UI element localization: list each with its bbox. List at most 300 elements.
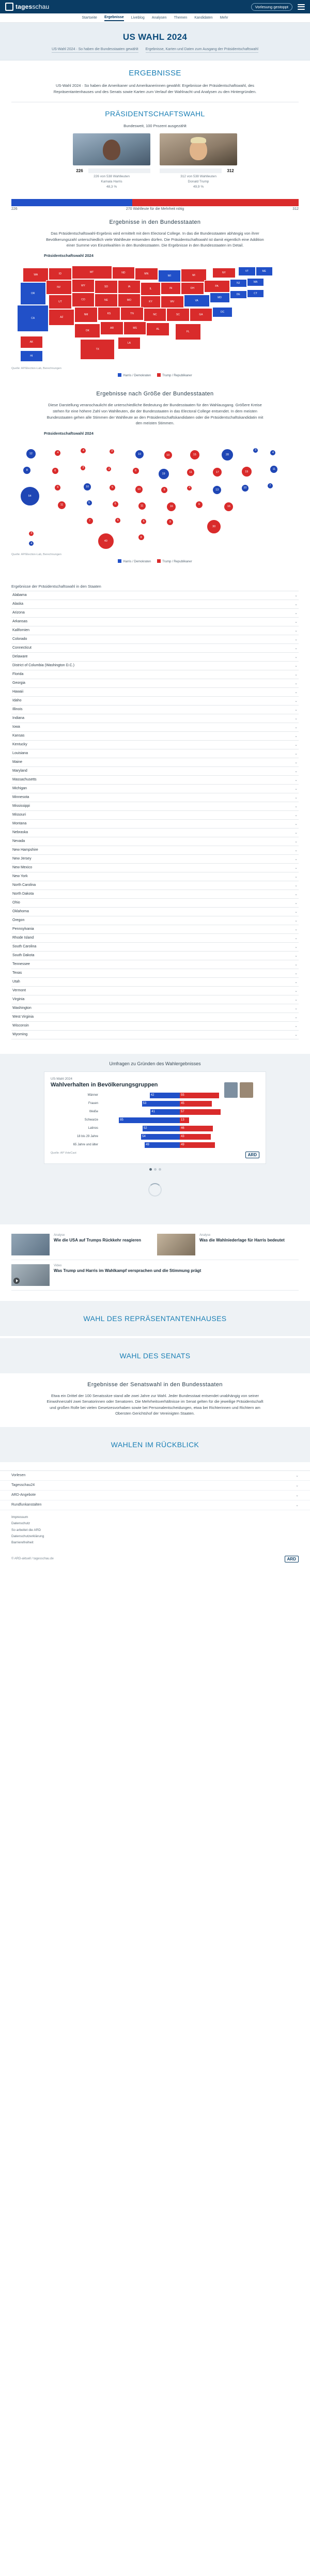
bubble-wy[interactable]: 3 (80, 465, 86, 471)
bubble-wi[interactable]: 10 (164, 451, 173, 459)
chevron-down-icon[interactable]: ⌄ (295, 690, 298, 694)
state-accordion-row[interactable] (11, 855, 299, 864)
survey-bar-row (51, 1125, 259, 1132)
footer-row[interactable] (0, 1491, 310, 1500)
bubble-fl[interactable]: 30 (207, 519, 221, 534)
bubble-va[interactable]: 13 (212, 485, 222, 495)
state-accordion-row[interactable] (11, 820, 299, 829)
chevron-down-icon[interactable]: ⌄ (295, 708, 298, 712)
state-accordion-row[interactable] (11, 749, 299, 758)
map-state-md[interactable]: MD (210, 293, 230, 303)
chevron-down-icon[interactable]: ⌄ (295, 989, 298, 993)
state-accordion-row[interactable] (11, 670, 299, 679)
chevron-down-icon[interactable]: ⌄ (295, 672, 298, 677)
state-accordion-row[interactable] (11, 1022, 299, 1031)
state-accordion-row[interactable] (11, 802, 299, 811)
chevron-down-icon[interactable]: ⌄ (296, 1484, 299, 1488)
map-state-ca[interactable]: CA (17, 305, 49, 332)
chevron-down-icon[interactable]: ⌄ (295, 734, 298, 738)
state-accordion-row[interactable] (11, 662, 299, 670)
teaser-headline-1[interactable]: Wie die USA auf Trumps Rückkehr reagieren (54, 1237, 142, 1243)
map-state-ut[interactable]: UT (49, 295, 71, 309)
map-state-hi[interactable]: HI (20, 350, 43, 362)
footer-link-datenschutz[interactable]: Datenschutz (11, 1522, 30, 1526)
state-accordion-row[interactable] (11, 952, 299, 960)
chevron-down-icon[interactable]: ⌄ (295, 699, 298, 703)
map-state-ky[interactable]: KY (141, 296, 161, 308)
chevron-down-icon[interactable]: ⌄ (295, 998, 298, 1002)
map-state-az[interactable]: AZ (49, 309, 74, 326)
bubble-ky[interactable]: 8 (161, 486, 168, 494)
bubble-mn[interactable]: 10 (135, 450, 144, 459)
map-state-tx[interactable]: TX (80, 339, 115, 360)
state-accordion-row[interactable] (11, 864, 299, 872)
nav-item-mehr[interactable]: Mehr (220, 16, 228, 20)
state-accordion-row[interactable] (11, 916, 299, 925)
chevron-down-icon[interactable]: ⌄ (295, 655, 298, 659)
state-map-section (0, 211, 310, 383)
survey-card-title: Wahlverhalten in Bevölkerungsgruppen (51, 1081, 158, 1088)
bubble-map-subtitle: Präsidentschaftswahl 2024 (44, 431, 94, 436)
bubble-map[interactable] (11, 440, 299, 551)
state-accordion-label: North Carolina (12, 883, 36, 887)
chevron-down-icon[interactable]: ⌄ (295, 936, 298, 940)
bubble-nc[interactable]: 16 (166, 502, 176, 512)
state-accordion-row[interactable] (11, 653, 299, 662)
map-state-mi[interactable]: MI (181, 269, 207, 282)
play-icon[interactable] (13, 1278, 20, 1284)
senate-section (0, 1373, 310, 1425)
chevron-down-icon[interactable]: ⌄ (295, 646, 298, 650)
nav-item-ergebnisse[interactable]: Ergebnisse (104, 14, 124, 21)
bubble-mo[interactable]: 10 (135, 485, 143, 494)
bubble-mi[interactable]: 15 (190, 450, 200, 460)
state-accordion-row[interactable] (11, 987, 299, 995)
footer-link-so-arbeitet-die-ard[interactable]: So arbeitet die ARD (11, 1528, 41, 1532)
nav-item-themen[interactable]: Themen (174, 16, 188, 20)
chevron-down-icon[interactable]: ⌄ (295, 637, 298, 641)
state-accordion-row[interactable] (11, 1013, 299, 1022)
bubble-pa[interactable]: 19 (241, 466, 252, 477)
state-accordion-row[interactable] (11, 1004, 299, 1013)
map-state-ks[interactable]: KS (98, 307, 120, 320)
nav-item-analysen[interactable]: Analysen (151, 16, 167, 20)
nav-item-startseite[interactable]: Startseite (82, 16, 97, 20)
bubble-al[interactable]: 9 (166, 518, 174, 526)
state-accordion-row[interactable] (11, 881, 299, 890)
chevron-down-icon[interactable]: ⌄ (295, 892, 298, 896)
bubble-ct[interactable]: 7 (267, 483, 273, 489)
chevron-down-icon[interactable]: ⌄ (295, 883, 298, 887)
footer-link-datenschutzerklaerung[interactable]: Datenschutzerklärung (11, 1535, 44, 1539)
chevron-down-icon[interactable]: ⌄ (295, 681, 298, 685)
chevron-down-icon[interactable]: ⌄ (295, 901, 298, 905)
bubble-ma[interactable]: 11 (270, 465, 278, 473)
state-accordion-row[interactable] (11, 908, 299, 916)
state-accordion-label: Wisconsin (12, 1024, 29, 1028)
chevron-down-icon[interactable]: ⌄ (295, 716, 298, 720)
harris-photo (73, 133, 150, 165)
bubble-ia[interactable]: 6 (132, 467, 140, 474)
chevron-down-icon[interactable]: ⌄ (295, 628, 298, 633)
chevron-down-icon[interactable]: ⌄ (295, 971, 298, 975)
map-state-sc[interactable]: SC (166, 308, 189, 321)
survey-bar-row (51, 1117, 259, 1124)
chevron-down-icon[interactable]: ⌄ (295, 804, 298, 808)
state-accordion-label: Washington (12, 1006, 32, 1010)
state-accordion-row[interactable] (11, 626, 299, 635)
map-state-tn[interactable]: TN (120, 307, 143, 320)
chevron-down-icon[interactable]: ⌄ (295, 866, 298, 870)
map-state-mo[interactable]: MO (118, 294, 141, 307)
legend-trump: Trump / Republikaner (157, 373, 192, 377)
state-map-legend (11, 373, 299, 377)
bubble-nd[interactable]: 3 (109, 449, 115, 454)
bubble-ar[interactable]: 6 (115, 517, 121, 524)
state-accordion-row[interactable] (11, 714, 299, 723)
teaser-thumb-c (11, 1264, 50, 1286)
chevron-down-icon[interactable]: ⌄ (295, 927, 298, 931)
state-accordion-row[interactable] (11, 829, 299, 837)
survey-bar-label: Frauen (88, 1102, 98, 1105)
map-state-wi[interactable]: WI (158, 270, 181, 282)
survey-card-footer (51, 1152, 259, 1158)
map-state-fl[interactable]: FL (175, 324, 201, 340)
map-state-nv[interactable]: NV (46, 280, 72, 295)
bubble-ny[interactable]: 28 (221, 449, 234, 461)
state-accordion-label: Hawaii (12, 690, 24, 694)
survey-bar-trump: 45 (180, 1101, 212, 1107)
bubble-or[interactable]: 8 (23, 466, 31, 474)
state-accordion-label: Delaware (12, 655, 28, 658)
state-accordion-row[interactable] (11, 758, 299, 767)
map-state-ms[interactable]: MS (123, 321, 146, 335)
majority-note: 270 Wahlleute für die Mehrheit nötig (126, 207, 184, 211)
state-accordion-row[interactable] (11, 978, 299, 987)
map-state-id[interactable]: ID (49, 268, 71, 280)
state-accordion-row[interactable] (11, 846, 299, 855)
state-accordion-row[interactable] (11, 960, 299, 969)
chevron-down-icon[interactable]: ⌄ (295, 857, 298, 861)
carousel-dot-2[interactable] (154, 1168, 157, 1171)
trump-bar-caption: 312 von 538 Wahlleuten (180, 174, 216, 178)
bubble-ok[interactable]: 7 (86, 517, 94, 525)
map-state-ak[interactable]: AK (20, 336, 43, 348)
chevron-down-icon[interactable]: ⌄ (295, 839, 298, 844)
state-accordion-label: Ohio (12, 901, 20, 904)
map-state-ar[interactable]: AR (100, 321, 123, 335)
list-item[interactable] (11, 1230, 299, 1260)
footer-link-impressum[interactable]: Impressum (11, 1515, 28, 1519)
chevron-down-icon[interactable]: ⌄ (295, 954, 298, 958)
state-accordion-row[interactable] (11, 943, 299, 952)
state-accordion-row[interactable] (11, 644, 299, 653)
chevron-down-icon[interactable]: ⌄ (295, 1015, 298, 1019)
harris-name: Kamala Harris (101, 179, 122, 183)
carousel-dots[interactable] (0, 1168, 310, 1171)
map-state-nm[interactable]: NM (74, 307, 97, 323)
results-title: ERGEBNISSE (129, 69, 181, 78)
map-state-or[interactable]: OR (20, 282, 46, 305)
chevron-down-icon[interactable]: ⌄ (295, 910, 298, 914)
chevron-down-icon[interactable]: ⌄ (295, 743, 298, 747)
chevron-down-icon[interactable]: ⌄ (295, 787, 298, 791)
list-item[interactable] (11, 1260, 299, 1291)
harris-electoral-votes: 226 (76, 168, 83, 173)
map-state-nd[interactable]: ND (112, 267, 135, 279)
bubble-az[interactable]: 11 (57, 501, 66, 510)
map-state-me[interactable]: ME (256, 267, 273, 276)
footer-row[interactable] (0, 1471, 310, 1481)
teaser-headline-2[interactable]: Was die Wahlniederlage für Harris bedeutet (199, 1237, 285, 1243)
map-state-ne[interactable]: NE (95, 294, 117, 307)
state-accordion-label: Kentucky (12, 743, 27, 746)
read-aloud-pill[interactable]: Vorlesung gestoppt (251, 3, 292, 11)
map-state-sd[interactable]: SD (95, 280, 117, 294)
state-accordion-row[interactable] (11, 679, 299, 688)
state-accordion-row[interactable] (11, 837, 299, 846)
chevron-down-icon[interactable]: ⌄ (295, 664, 298, 668)
carousel-dot-1[interactable] (149, 1168, 152, 1171)
carousel-dot-3[interactable] (159, 1168, 161, 1171)
bubble-oh[interactable]: 17 (212, 467, 222, 477)
map-state-oh[interactable]: OH (181, 282, 204, 295)
survey-bar-trump: 57 (180, 1109, 221, 1115)
map-state-ga[interactable]: GA (190, 308, 212, 321)
state-accordion-row[interactable] (11, 995, 299, 1004)
state-accordion-row[interactable] (11, 600, 299, 609)
chevron-down-icon[interactable]: ⌄ (295, 725, 298, 729)
bubble-ak[interactable]: 3 (28, 531, 34, 536)
right-total: 312 (292, 207, 299, 211)
bubble-ga[interactable]: 16 (224, 502, 234, 512)
state-accordion-row[interactable] (11, 635, 299, 644)
survey-bar-harris: 85 (119, 1117, 180, 1123)
chevron-down-icon[interactable]: ⌄ (296, 1474, 299, 1478)
map-state-nj[interactable]: NJ (230, 279, 247, 287)
state-accordion-row[interactable] (11, 969, 299, 978)
survey-card[interactable] (44, 1071, 266, 1164)
ard-logo-footer: ARD (285, 1556, 299, 1562)
footer-row[interactable] (0, 1500, 310, 1510)
map-state-va[interactable]: VA (184, 295, 210, 307)
chevron-down-icon[interactable]: ⌄ (295, 918, 298, 923)
footer-link-barrierefreiheit[interactable]: Barrierefreiheit (11, 1541, 34, 1545)
bubble-id[interactable]: 4 (54, 450, 61, 456)
chevron-down-icon[interactable]: ⌄ (295, 620, 298, 624)
state-accordion-row[interactable] (11, 618, 299, 626)
bubble-map-source: Quelle: AP/Election-Lab, Berechnungen (11, 553, 61, 556)
footer-row-label-3: ARD-Angebote (11, 1493, 36, 1497)
survey-bar-label: Männer (87, 1094, 98, 1097)
bubble-sc[interactable]: 9 (195, 501, 203, 509)
survey-bar-row (51, 1109, 259, 1115)
chevron-down-icon[interactable]: ⌄ (296, 1494, 299, 1497)
ard-logo: ARD (245, 1152, 259, 1158)
state-accordion-label: Vermont (12, 989, 26, 992)
chevron-down-icon[interactable]: ⌄ (295, 1006, 298, 1010)
chevron-down-icon[interactable]: ⌄ (295, 848, 298, 852)
chevron-down-icon[interactable]: ⌄ (295, 813, 298, 817)
chevron-down-icon[interactable]: ⌄ (295, 945, 298, 949)
bubble-ca[interactable]: 54 (20, 486, 40, 506)
state-accordion-row[interactable] (11, 697, 299, 706)
state-map-lead: Das Präsidentschaftswahl-Ergebnis wird ermittelt mit dem Electoral College. In das die Bundesstaaten abhängig von ihrer Bevölkerungszahl unterschiedlich viele Wahlleute entsenden dürfen. Die Präsidentschaftswahl ist damit eigentlich eine Addition einer Summe von Einzelwahlen in den Bundesstaaten. Die Ergebnisse in den Bundesstaaten im Detail. (46, 231, 264, 248)
bubble-map-section (0, 382, 310, 568)
bubble-md[interactable]: 10 (241, 484, 249, 492)
map-state-pa[interactable]: PA (204, 280, 230, 293)
bubble-nv[interactable]: 6 (52, 467, 59, 474)
chevron-down-icon[interactable]: ⌄ (295, 875, 298, 879)
bubble-tn[interactable]: 11 (138, 502, 146, 510)
state-map-title: Ergebnisse in den Bundesstaaten (109, 219, 201, 225)
chevron-down-icon[interactable]: ⌄ (295, 760, 298, 764)
map-state-ok[interactable]: OK (74, 324, 100, 338)
bubble-wv[interactable]: 4 (187, 485, 192, 491)
state-accordion-row[interactable] (11, 811, 299, 820)
chevron-down-icon[interactable]: ⌄ (295, 593, 298, 597)
state-accordion-label: Illinois (12, 708, 23, 711)
state-accordion-row[interactable] (11, 899, 299, 908)
bubble-me[interactable]: 4 (270, 450, 276, 456)
teaser-headline-3[interactable]: Was Trump und Harris im Wahlkampf versprachen und die Stimmung prägt (54, 1268, 202, 1273)
chevron-down-icon[interactable]: ⌄ (295, 980, 298, 984)
map-state-dc[interactable]: DC (212, 307, 233, 317)
trump-share: 49,9 % (193, 185, 204, 189)
state-choropleth-map[interactable] (11, 262, 299, 365)
state-accordion-row[interactable] (11, 688, 299, 697)
map-state-de[interactable]: DE (230, 290, 247, 299)
state-accordion-label: North Dakota (12, 892, 34, 896)
bubble-la[interactable]: 8 (138, 534, 145, 541)
harris-thumb (224, 1082, 238, 1098)
state-accordion-row[interactable] (11, 591, 299, 600)
nav-item-kandidaten[interactable]: Kandidaten (194, 16, 213, 20)
candidate-harris[interactable] (73, 133, 150, 189)
footer-row[interactable] (0, 1481, 310, 1491)
chevron-down-icon[interactable]: ⌄ (295, 769, 298, 773)
brand-light: schau (32, 3, 50, 10)
survey-bar-harris: 42 (150, 1093, 180, 1098)
map-state-al[interactable]: AL (146, 323, 169, 336)
survey-bar-label: Latinos (88, 1127, 98, 1130)
chevron-down-icon[interactable]: ⌄ (295, 831, 298, 835)
bubble-nm[interactable]: 5 (86, 500, 92, 506)
results-lead: US-Wahl 2024 · So haben die Amerikaner und Amerikanerinnen gewählt: Ergebnisse der Präsidentschaftswahl, des Repräsentantenhauses und des Senats sowie Karten zum Verlauf der Wahlnacht und Analysen zu den Hintergründen. (53, 83, 257, 94)
chevron-down-icon[interactable]: ⌄ (295, 1033, 298, 1037)
bubble-tx[interactable]: 40 (98, 533, 114, 549)
burger-icon[interactable] (298, 3, 305, 11)
tagesschau-logo[interactable] (5, 3, 49, 11)
map-state-in[interactable]: IN (161, 282, 181, 295)
state-accordion-label: Connecticut (12, 646, 32, 650)
map-state-ct[interactable]: CT (247, 289, 264, 298)
state-accordion-row[interactable] (11, 934, 299, 943)
state-accordion-row[interactable] (11, 925, 299, 934)
bubble-ne[interactable]: 5 (109, 484, 116, 491)
chevron-down-icon[interactable]: ⌄ (295, 752, 298, 756)
state-accordion-row[interactable] (11, 776, 299, 785)
state-accordion-label: New Hampshire (12, 848, 38, 852)
map-state-mn[interactable]: MN (135, 268, 158, 280)
bubble-vt[interactable]: 3 (253, 448, 258, 453)
map-state-wv[interactable]: WV (161, 296, 183, 308)
state-accordion-label: Massachusetts (12, 778, 37, 781)
chevron-down-icon[interactable]: ⌄ (295, 1024, 298, 1028)
state-accordion-label: New York (12, 875, 28, 878)
state-accordion-label: South Dakota (12, 954, 35, 957)
survey-card-kicker: US-Wahl 2024 (51, 1077, 73, 1081)
bubble-ks[interactable]: 6 (112, 501, 119, 508)
bubble-mt[interactable]: 4 (80, 448, 86, 454)
state-accordion-row[interactable] (11, 706, 299, 714)
state-accordion-row[interactable] (11, 609, 299, 618)
state-accordion-label: Louisiana (12, 752, 28, 755)
state-accordion-row[interactable] (11, 785, 299, 793)
bubble-ut[interactable]: 6 (54, 484, 61, 491)
state-accordion-row[interactable] (11, 767, 299, 776)
state-accordion-row[interactable] (11, 793, 299, 802)
chevron-down-icon[interactable]: ⌄ (295, 962, 298, 967)
bubble-ms[interactable]: 6 (141, 518, 147, 525)
map-state-nc[interactable]: NC (144, 308, 166, 321)
map-state-wa[interactable]: WA (23, 268, 49, 282)
bubble-hi[interactable]: 4 (28, 541, 34, 546)
state-accordion-row[interactable] (11, 890, 299, 899)
bubble-wa[interactable]: 12 (26, 449, 36, 459)
map-state-ny[interactable]: NY (212, 268, 235, 278)
map-state-vt[interactable]: VT (238, 267, 255, 276)
state-accordion-row[interactable] (11, 1031, 299, 1039)
map-state-il[interactable]: IL (141, 282, 161, 296)
harris-share: 48,3 % (106, 185, 117, 189)
state-accordion (11, 591, 299, 1039)
state-accordion-row[interactable] (11, 872, 299, 881)
map-state-mt[interactable]: MT (72, 266, 112, 279)
chevron-down-icon[interactable]: ⌄ (296, 1504, 299, 1507)
map-state-co[interactable]: CO (72, 293, 95, 307)
chevron-down-icon[interactable]: ⌄ (295, 795, 298, 800)
president-subtitle: Bundesweit, 100 Prozent ausgezählt (123, 124, 187, 129)
nav-item-liveblog[interactable]: Liveblog (131, 16, 145, 20)
map-state-la[interactable]: LA (118, 337, 141, 349)
copyright: © ARD-aktuell / tagesschau.de (11, 1557, 54, 1561)
map-state-ia[interactable]: IA (118, 280, 141, 294)
state-accordion-label: Utah (12, 980, 20, 984)
chevron-down-icon[interactable]: ⌄ (295, 602, 298, 606)
trump-photo (160, 133, 237, 165)
survey-bar-trump: 55 (180, 1093, 219, 1098)
bubble-il[interactable]: 19 (158, 468, 169, 480)
page-title: US WAHL 2024 (122, 32, 188, 42)
trump-name: Donald Trump (188, 179, 209, 183)
state-accordion-row[interactable] (11, 741, 299, 749)
chevron-down-icon[interactable]: ⌄ (295, 822, 298, 826)
map-state-ma[interactable]: MA (247, 278, 264, 286)
left-total: 226 (11, 207, 18, 211)
bubble-in[interactable]: 11 (187, 468, 195, 477)
state-accordion-row[interactable] (11, 723, 299, 732)
chevron-down-icon[interactable]: ⌄ (295, 611, 298, 615)
map-state-wy[interactable]: WY (72, 279, 95, 293)
loading-spinner (148, 1183, 162, 1197)
survey-bar-row (51, 1142, 259, 1148)
candidate-trump[interactable] (160, 133, 237, 189)
chevron-down-icon[interactable]: ⌄ (295, 778, 298, 782)
state-accordion-row[interactable] (11, 732, 299, 741)
bubble-co[interactable]: 10 (83, 483, 91, 491)
bubble-sd[interactable]: 3 (106, 466, 112, 472)
